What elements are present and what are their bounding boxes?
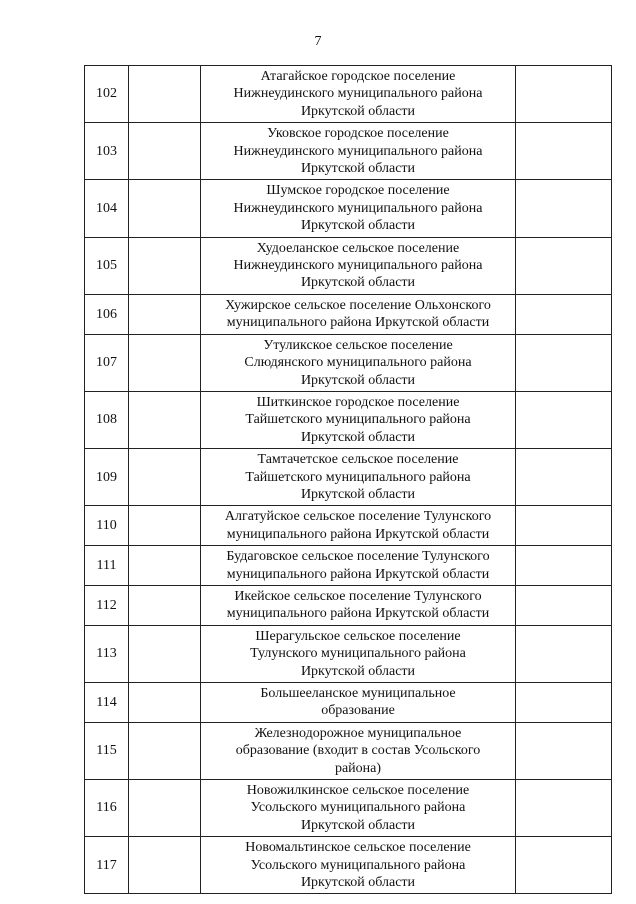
table-row — [85, 585, 612, 625]
empty-cell — [516, 237, 612, 294]
municipality-name-line: Иркутской области — [300, 161, 416, 177]
municipality-name-line: Иркутской области — [300, 875, 416, 891]
table-row — [85, 837, 612, 894]
empty-cell — [129, 722, 201, 779]
table-row — [85, 123, 612, 180]
row-number-cell: 103 — [85, 123, 129, 180]
row-number-cell: 114 — [85, 683, 129, 723]
municipality-name-line: Утуликское сельское поселение — [263, 337, 453, 353]
municipality-name-line: Иркутской области — [300, 372, 416, 388]
empty-cell — [129, 334, 201, 391]
municipality-name-line: Худоеланское сельское поселение — [256, 240, 460, 256]
municipality-name-line: Нижнеудинского муниципального района — [233, 200, 483, 216]
row-number-cell: 110 — [85, 506, 129, 546]
municipality-name-line: Усольского муниципального района — [250, 857, 466, 873]
municipality-name-line: Новомальтинское сельское поселение — [245, 840, 471, 856]
empty-cell — [516, 506, 612, 546]
row-number-cell: 107 — [85, 334, 129, 391]
municipality-name-line: Иркутской области — [300, 663, 416, 679]
municipality-name-line: Тулунского муниципального района — [250, 646, 466, 662]
municipality-name-cell — [201, 722, 516, 779]
municipality-name-line: Алгатуйское сельское поселение Тулунского — [224, 509, 492, 525]
municipality-name-cell — [201, 449, 516, 506]
municipality-name-line: муниципального района Иркутской области — [226, 315, 490, 331]
municipality-name-line: Иркутской области — [300, 275, 416, 291]
municipality-name-line: Слюдянского муниципального района — [244, 355, 472, 371]
municipality-name-line: Шумское городское поселение — [266, 183, 450, 199]
empty-cell — [516, 294, 612, 334]
municipality-name-line: Атагайское городское поселение — [260, 69, 456, 84]
empty-cell — [129, 546, 201, 586]
empty-cell — [516, 391, 612, 448]
municipality-name-line: образование — [321, 703, 395, 719]
empty-cell — [516, 546, 612, 586]
empty-cell — [129, 780, 201, 837]
municipality-name-line: Большееланское муниципальное — [260, 686, 456, 701]
table-row — [85, 683, 612, 723]
empty-cell — [129, 237, 201, 294]
municipality-name-cell — [201, 66, 516, 123]
table-row — [85, 625, 612, 682]
table-row — [85, 334, 612, 391]
municipality-name-cell — [201, 391, 516, 448]
municipality-name-line: Новожилкинское сельское поселение — [246, 783, 470, 799]
municipality-name-cell — [201, 506, 516, 546]
municipality-name-line: Тайшетского муниципального района — [245, 469, 471, 485]
row-number-cell: 112 — [85, 585, 129, 625]
empty-cell — [516, 722, 612, 779]
municipality-name-cell — [201, 780, 516, 837]
municipality-name-line: Шиткинское городское поселение — [256, 394, 460, 410]
municipality-name-line: Нижнеудинского муниципального района — [233, 258, 483, 274]
empty-cell — [129, 449, 201, 506]
table-row — [85, 780, 612, 837]
municipality-name-line: Будаговское сельское поселение Тулунского — [226, 549, 490, 565]
municipality-name-line: муниципального района Иркутской области — [226, 566, 490, 582]
empty-cell — [516, 334, 612, 391]
table-row — [85, 391, 612, 448]
municipality-name-line: Усольского муниципального района — [250, 800, 466, 816]
municipality-name-line: Иркутской области — [300, 218, 416, 234]
municipality-name-cell — [201, 837, 516, 894]
empty-cell — [516, 180, 612, 237]
row-number-cell: 109 — [85, 449, 129, 506]
municipality-name-line: муниципального района Иркутской области — [226, 606, 490, 622]
table-row — [85, 722, 612, 779]
table-row — [85, 506, 612, 546]
table-row — [85, 66, 612, 123]
empty-cell — [129, 180, 201, 237]
empty-cell — [516, 449, 612, 506]
empty-cell — [516, 585, 612, 625]
row-number-cell: 113 — [85, 625, 129, 682]
row-number-cell: 116 — [85, 780, 129, 837]
municipality-name-line: Иркутской области — [300, 486, 416, 502]
municipality-name-cell — [201, 625, 516, 682]
empty-cell — [516, 66, 612, 123]
page-number: 7 — [314, 34, 322, 49]
empty-cell — [516, 780, 612, 837]
row-number-cell: 106 — [85, 294, 129, 334]
municipality-name-line: района) — [334, 760, 382, 776]
table-row — [85, 237, 612, 294]
row-number-cell: 117 — [85, 837, 129, 894]
municipality-name-line: Иркутской области — [300, 817, 416, 833]
municipality-name-line: Тайшетского муниципального района — [245, 412, 471, 428]
empty-cell — [129, 506, 201, 546]
empty-cell — [129, 837, 201, 894]
row-number-cell: 108 — [85, 391, 129, 448]
empty-cell — [516, 837, 612, 894]
empty-cell — [129, 625, 201, 682]
empty-cell — [516, 683, 612, 723]
empty-cell — [129, 123, 201, 180]
empty-cell — [129, 66, 201, 123]
municipality-name-cell — [201, 123, 516, 180]
municipality-name-cell — [201, 237, 516, 294]
table-row — [85, 180, 612, 237]
empty-cell — [129, 585, 201, 625]
municipality-name-line: Нижнеудинского муниципального района — [233, 86, 483, 102]
empty-cell — [516, 625, 612, 682]
municipality-name-cell — [201, 585, 516, 625]
row-number-cell: 104 — [85, 180, 129, 237]
row-number-cell: 102 — [85, 66, 129, 123]
municipality-name-cell — [201, 334, 516, 391]
municipality-name-line: Иркутской области — [300, 103, 416, 119]
municipality-name-line: Хужирское сельское поселение Ольхонского — [225, 297, 491, 313]
municipality-name-line: Тамтачетское сельское поселение — [257, 452, 459, 468]
municipality-name-cell — [201, 683, 516, 723]
municipality-name-line: образование (входит в состав Усольского — [235, 743, 481, 759]
empty-cell — [129, 683, 201, 723]
row-number-cell: 105 — [85, 237, 129, 294]
empty-cell — [129, 391, 201, 448]
municipality-name-line: Нижнеудинского муниципального района — [233, 143, 483, 159]
table-row — [85, 449, 612, 506]
row-number-cell: 115 — [85, 722, 129, 779]
empty-cell — [129, 294, 201, 334]
municipality-name-line: Шерагульское сельское поселение — [255, 628, 461, 644]
empty-cell — [516, 123, 612, 180]
municipality-name-line: муниципального района Иркутской области — [226, 526, 490, 542]
municipality-name-line: Железнодорожное муниципальное — [254, 725, 462, 741]
municipality-name-line: Уковское городское поселение — [267, 126, 449, 142]
table-row — [85, 546, 612, 586]
table-body — [85, 66, 612, 894]
municipality-name-line: Икейское сельское поселение Тулунского — [234, 588, 482, 604]
municipality-name-cell — [201, 294, 516, 334]
municipalities-table — [84, 65, 612, 894]
municipality-name-cell — [201, 180, 516, 237]
table-row — [85, 294, 612, 334]
municipality-name-cell — [201, 546, 516, 586]
row-number-cell: 111 — [85, 546, 129, 586]
municipality-name-line: Иркутской области — [300, 429, 416, 445]
